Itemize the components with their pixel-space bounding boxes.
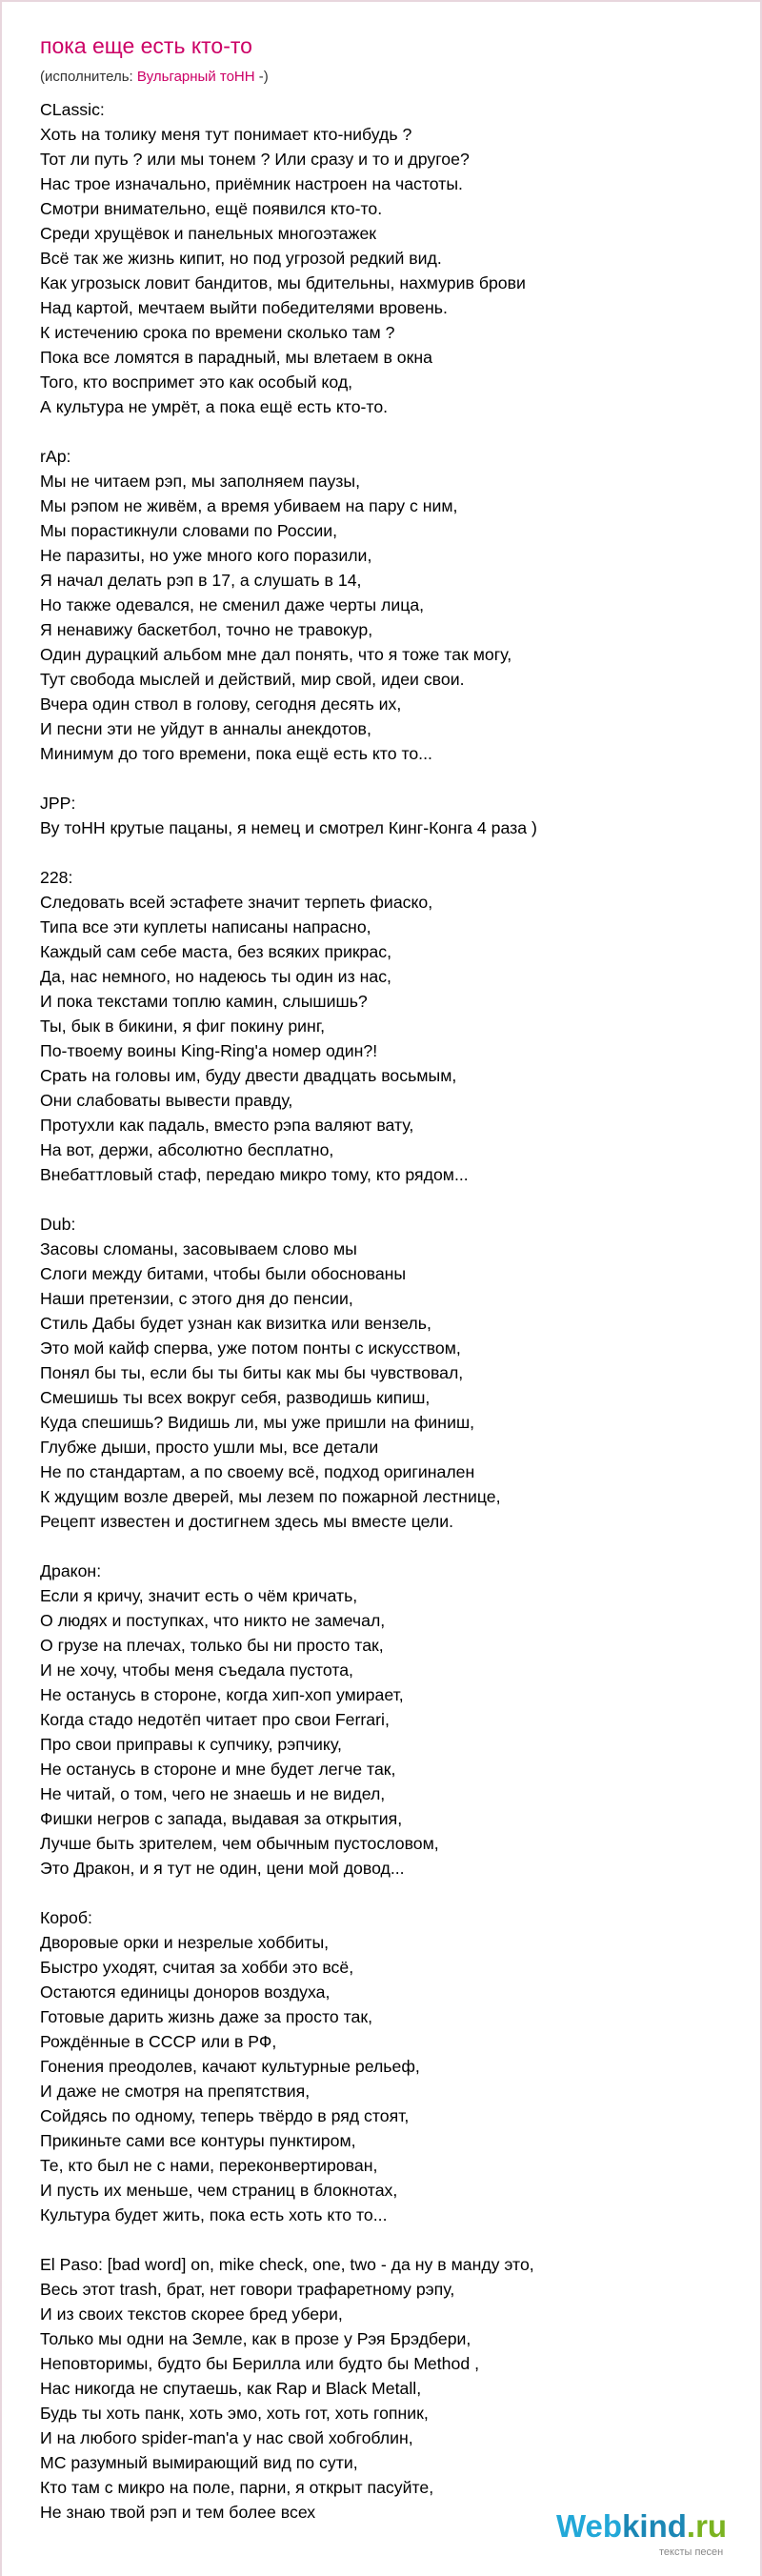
lyrics-line: Ты, бык в бикини, я фиг покину ринг, — [40, 1016, 326, 1036]
lyrics-line: Минимум до того времени, пока ещё есть кто то... — [40, 744, 432, 763]
lyrics-line: О грузе на плечах, только бы ни просто так, — [40, 1636, 384, 1655]
lyrics-line: Я начал делать рэп в 17, а слушать в 14, — [40, 571, 362, 590]
verse-first-line: JPP: — [40, 794, 76, 813]
lyrics-line: Мы порастикнули словами по России, — [40, 521, 338, 540]
lyrics-line: А культура не умрёт, а пока ещё есть кто-то. — [40, 397, 389, 416]
lyrics-line: И из своих текстов скорее бред убери, — [40, 2304, 343, 2324]
lyrics-line: Протухли как падаль, вместо рэпа валяют вату, — [40, 1116, 414, 1135]
lyrics-line: И пока текстами топлю камин, слышишь? — [40, 992, 368, 1011]
lyrics-line: Сойдясь по одному, теперь твёрдо в ряд стоят, — [40, 2106, 410, 2125]
lyrics-line: Это мой кайф сперва, уже потом понты с искусством, — [40, 1338, 461, 1358]
lyrics-line: И не хочу, чтобы меня съедала пустота, — [40, 1660, 353, 1680]
lyrics-line: Не по стандартам, а по своему всё, подход оригинален — [40, 1462, 475, 1481]
lyrics-line: Ву тоНН крутые пацаны, я немец и смотрел Кинг-Конга 4 раза ) — [40, 818, 537, 837]
lyrics-line: Лучше быть зрителем, чем обычным пустословом, — [40, 1834, 439, 1853]
lyrics-line: Срать на головы им, буду двести двадцать восьмым, — [40, 1066, 457, 1085]
logo-part-kind: kind — [622, 2508, 687, 2544]
lyrics-verse — [40, 444, 745, 766]
lyrics-line: Не останусь в стороне и мне будет легче так, — [40, 1760, 396, 1779]
lyrics-line: Понял бы ты, если бы ты биты как мы бы чувствовал, — [40, 1363, 464, 1382]
lyrics-line: И на любого spider-man'a у нас свой хобгоблин, — [40, 2428, 413, 2447]
lyrics-line: Среди хрущёвок и панельных многоэтажек — [40, 224, 377, 243]
verse-first-line: Короб: — [40, 1908, 92, 1927]
logo-part-ru: .ru — [686, 2508, 728, 2544]
lyrics-line: Готовые дарить жизнь даже за просто так, — [40, 2007, 373, 2026]
lyrics-line: Культура будет жить, пока есть хоть кто то... — [40, 2205, 388, 2224]
webkind-logo[interactable] — [556, 2507, 747, 2565]
lyrics-line: Один дурацкий альбом мне дал понять, что я тоже так могу, — [40, 645, 512, 664]
lyrics-line: Но также одевался, не сменил даже черты лица, — [40, 595, 425, 614]
lyrics-body — [40, 97, 745, 2549]
lyrics-verse — [40, 2252, 745, 2525]
lyrics-line: По-твоему воины King-Ring'a номер один?! — [40, 1041, 378, 1060]
lyrics-line: Те, кто был не с нами, переконвертирован, — [40, 2156, 378, 2175]
lyrics-line: Про свои приправы к супчику, рэпчику, — [40, 1735, 342, 1754]
lyrics-line: Пока все ломятся в парадный, мы влетаем в окна — [40, 348, 432, 367]
lyrics-line: Засовы сломаны, засовываем слово мы — [40, 1239, 357, 1258]
lyrics-line: Не знаю твой рэп и тем более всех — [40, 2503, 316, 2522]
lyrics-line: Быстро уходят, считая за хобби это всё, — [40, 1958, 354, 1977]
lyrics-line: Смотри внимательно, ещё появился кто-то. — [40, 199, 383, 218]
lyrics-line: Куда спешишь? Видишь ли, мы уже пришли на финиш, — [40, 1413, 475, 1432]
lyrics-line: Стиль Дабы будет узнан как визитка или вензель, — [40, 1314, 431, 1333]
lyrics-line: Хоть на толику меня тут понимает кто-нибудь ? — [40, 125, 412, 144]
lyrics-line: Над картой, мечтаем выйти победителями вровень. — [40, 298, 448, 317]
song-title: пока еще есть кто-то — [40, 33, 252, 58]
verse-first-line: Dub: — [40, 1215, 76, 1234]
lyrics-line: Если я кричу, значит есть о чём кричать, — [40, 1586, 358, 1605]
lyrics-verse — [40, 1559, 745, 1881]
lyrics-line: Когда стадо недотёп читает про свои Ferrari, — [40, 1710, 390, 1729]
lyrics-verse — [40, 1905, 745, 2227]
lyrics-verse — [40, 791, 745, 840]
artist-prefix: (исполнитель: — [40, 69, 137, 85]
lyrics-line: Рецепт известен и достигнем здесь мы вместе цели. — [40, 1512, 454, 1531]
lyrics-line: Того, кто воспримет это как особый код, — [40, 372, 353, 392]
lyrics-line: Остаются единицы доноров воздуха, — [40, 1982, 331, 2002]
lyrics-line: Нас никогда не спутаешь, как Rap и Black Metall, — [40, 2379, 422, 2398]
lyrics-verse — [40, 865, 745, 1187]
lyrics-line: Тот ли путь ? или мы тонем ? Или сразу и то и другое? — [40, 150, 470, 169]
lyrics-line: Прикиньте сами все контуры пунктиром, — [40, 2131, 356, 2150]
lyrics-line: Нас трое изначально, приёмник настроен на частоты. — [40, 174, 463, 193]
logo-wordmark — [556, 2507, 727, 2546]
lyrics-line: Всё так же жизнь кипит, но под угрозой редкий вид. — [40, 249, 442, 268]
lyrics-verse — [40, 1212, 745, 1534]
lyrics-verse — [40, 97, 745, 419]
lyrics-line: И песни эти не уйдут в анналы анекдотов, — [40, 719, 371, 738]
lyrics-line: Весь этот trash, брат, нет говори трафаретному рэпу, — [40, 2280, 455, 2299]
lyrics-line: Вчера один ствол в голову, сегодня десять их, — [40, 694, 402, 714]
lyrics-line: МС разумный вымирающий вид по сути, — [40, 2453, 358, 2472]
lyrics-line: Типа все эти куплеты написаны напрасно, — [40, 917, 371, 936]
lyrics-line: И даже не смотря на препятствия, — [40, 2082, 311, 2101]
lyrics-line: Как угрозыск ловит бандитов, мы бдительны, нахмурив брови — [40, 273, 526, 292]
lyrics-line: Тут свобода мыслей и действий, мир свой, идеи свои. — [40, 670, 465, 689]
lyrics-line: Будь ты хоть панк, хоть эмо, хоть гот, хоть гопник, — [40, 2404, 429, 2423]
logo-tagline: тексты песен — [659, 2546, 724, 2558]
artist-link[interactable]: Вульгарный тоНН — [136, 69, 255, 85]
lyrics-line: К истечению срока по времени сколько там ? — [40, 323, 395, 342]
lyrics-line: Гонения преодолев, качают культурные рельеф, — [40, 2057, 420, 2076]
lyrics-line: Смешишь ты всех вокруг себя, разводишь кипиш, — [40, 1388, 431, 1407]
lyrics-line: Кто там с микро на поле, парни, я открыт пасуйте, — [40, 2478, 434, 2497]
lyrics-line: Мы рэпом не живём, а время убиваем на пару с ним, — [40, 496, 458, 515]
lyrics-line: Слоги между битами, чтобы были обоснованы — [40, 1264, 407, 1283]
lyrics-line: Я ненавижу баскетбол, точно не травокур, — [40, 620, 373, 639]
lyrics-line: Наши претензии, с этого дня до пенсии, — [40, 1289, 353, 1308]
verse-first-line: CLassic: — [40, 100, 105, 119]
lyrics-line: Следовать всей эстафете значит терпеть фиаско, — [40, 893, 433, 912]
lyrics-line: Дворовые орки и незрелые хоббиты, — [40, 1933, 330, 1952]
verse-first-line: El Paso: [bad word] on, mike check, one, two - да ну в манду это, — [40, 2255, 534, 2274]
lyrics-line: Неповторимы, будто бы Берилла или будто бы Method , — [40, 2354, 480, 2373]
lyrics-line: Не паразиты, но уже много кого поразили, — [40, 546, 372, 565]
lyrics-line: Они слабоваты вывести правду, — [40, 1091, 293, 1110]
lyrics-line: Мы не читаем рэп, мы заполняем паузы, — [40, 472, 361, 491]
lyrics-line: Только мы одни на Земле, как в прозе у Рэя Брэдбери, — [40, 2329, 471, 2348]
lyrics-line: К ждущим возле дверей, мы лезем по пожарной лестнице, — [40, 1487, 501, 1506]
lyrics-line: Это Дракон, и я тут не один, цени мой довод... — [40, 1859, 405, 1878]
lyrics-line: На вот, держи, абсолютно бесплатно, — [40, 1140, 334, 1159]
logo-part-web: Web — [556, 2508, 623, 2544]
verse-first-line: 228: — [40, 868, 73, 887]
lyrics-line: О людях и поступках, что никто не замечал, — [40, 1611, 386, 1630]
lyrics-line: Не читай, о том, чего не знаешь и не видел, — [40, 1784, 386, 1803]
artist-suffix: -) — [254, 69, 269, 85]
lyrics-line: Внебаттловый стаф, передаю микро тому, кто рядом... — [40, 1165, 469, 1184]
lyrics-line: Фишки негров с запада, выдавая за открытия, — [40, 1809, 403, 1828]
lyrics-line: Не останусь в стороне, когда хип-хоп умирает, — [40, 1685, 404, 1704]
verse-first-line: Дракон: — [40, 1561, 102, 1580]
lyrics-line: Глубже дыши, просто ушли мы, все детали — [40, 1438, 379, 1457]
verse-first-line: rAp: — [40, 447, 71, 466]
lyrics-line: Да, нас немного, но надеюсь ты один из нас, — [40, 967, 391, 986]
artist-line — [40, 67, 269, 88]
lyrics-line: Рождённые в СССР или в РФ, — [40, 2032, 277, 2051]
lyrics-line: И пусть их меньше, чем страниц в блокнотах, — [40, 2181, 398, 2200]
lyrics-line: Каждый сам себе маста, без всяких прикрас, — [40, 942, 391, 961]
